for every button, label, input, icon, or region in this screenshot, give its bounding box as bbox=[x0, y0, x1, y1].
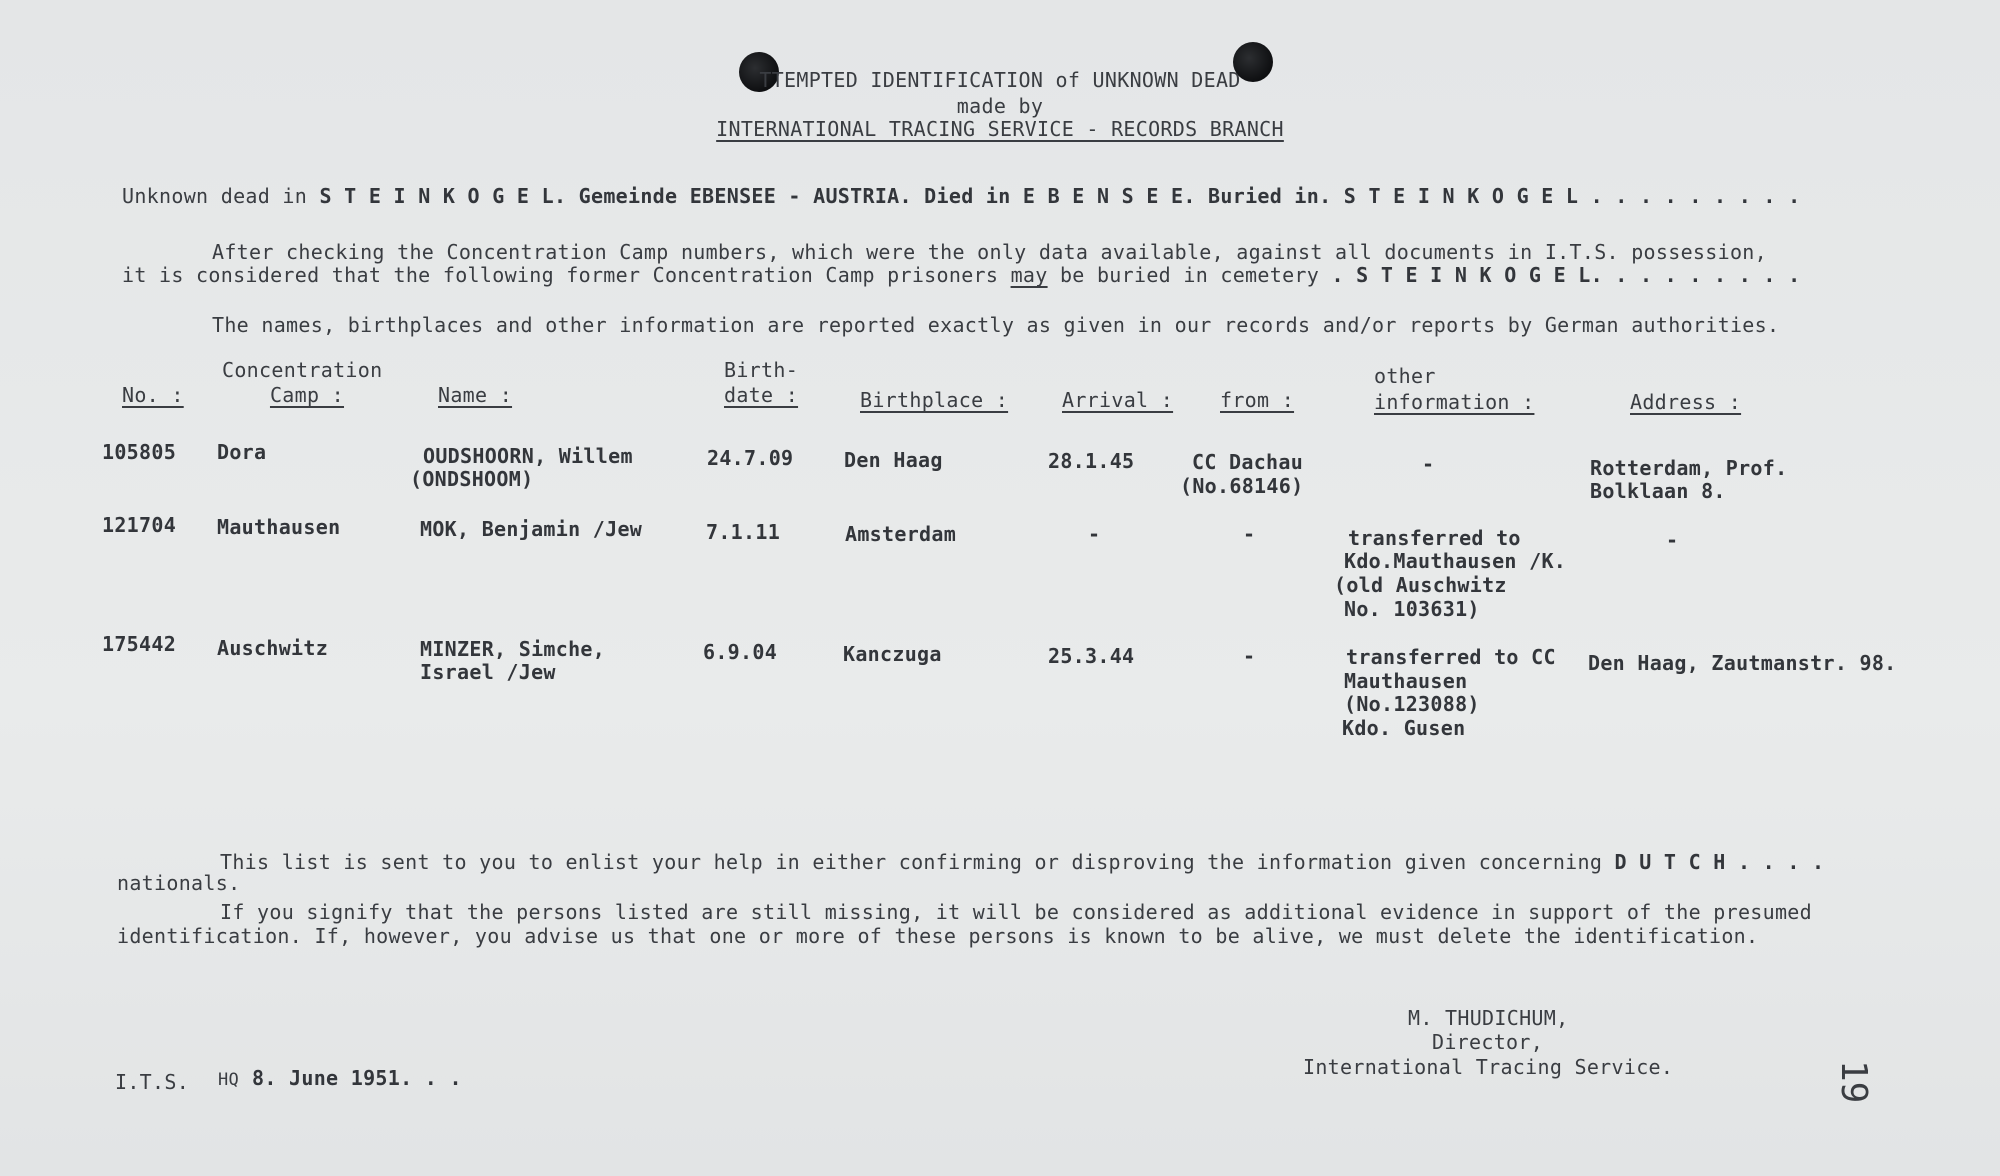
header-camp-top: Concentration bbox=[222, 358, 383, 382]
hq-label: HQ bbox=[218, 1070, 240, 1090]
intro-paragraph-line1: After checking the Concentration Camp numbers, which were the only data available, against all documents in I.T.S. possession, bbox=[212, 240, 1767, 264]
row-birthplace: Amsterdam bbox=[845, 522, 957, 546]
row-other: transferred to CC bbox=[1346, 645, 1556, 669]
nationality: D U T C H bbox=[1614, 850, 1726, 874]
row-name-alt: (ONDSHOOM) bbox=[410, 467, 534, 491]
unknown-dead-line bbox=[122, 184, 1800, 208]
row-arrival: - bbox=[1088, 522, 1101, 546]
row-other-line4: Kdo. Gusen bbox=[1342, 716, 1466, 740]
row-other-line3: (No.123088) bbox=[1344, 692, 1480, 716]
may-underlined: may bbox=[1010, 263, 1048, 287]
signature-name: M. THUDICHUM, bbox=[1408, 1006, 1569, 1030]
row-name: MINZER, Simche, bbox=[420, 637, 606, 661]
its-label: I.T.S. bbox=[115, 1070, 190, 1094]
issuing-office: INTERNATIONAL TRACING SERVICE - RECORDS BRANCH bbox=[716, 117, 1284, 141]
buried-label: . Buried in. bbox=[1183, 184, 1332, 208]
header-camp-bottom: Camp : bbox=[269, 383, 345, 407]
row-number: 105805 bbox=[102, 440, 177, 464]
document-title: TTEMPTED IDENTIFICATION of UNKNOWN DEAD bbox=[759, 68, 1241, 92]
header-no: No. : bbox=[122, 383, 184, 407]
place-found: S T E I N K O G E L bbox=[319, 184, 554, 208]
row-birthplace: Den Haag bbox=[844, 448, 943, 472]
row-birthdate: 6.9.04 bbox=[703, 640, 778, 664]
header-arrival: Arrival : bbox=[1062, 388, 1174, 412]
document-date: 8. June 1951. . . bbox=[252, 1066, 462, 1090]
row-birthdate: 7.1.11 bbox=[706, 520, 781, 544]
row-from: CC Dachau bbox=[1192, 450, 1304, 474]
request-paragraph-line2: nationals. bbox=[117, 871, 241, 895]
row-other: - bbox=[1422, 452, 1435, 476]
row-birthdate: 24.7.09 bbox=[707, 446, 794, 470]
row-from: - bbox=[1243, 644, 1256, 668]
row-camp: Mauthausen bbox=[217, 515, 341, 539]
intro-paragraph-text: it is considered that the following former Concentration Camp prisoners bbox=[122, 263, 999, 287]
unknown-dead-prefix: Unknown dead in bbox=[122, 184, 308, 208]
row-other-line2: Mauthausen bbox=[1344, 669, 1468, 693]
request-paragraph-line1 bbox=[220, 850, 1824, 874]
header-birthplace: Birthplace : bbox=[860, 388, 1009, 412]
header-address: Address : bbox=[1630, 390, 1742, 414]
page-number: 19 bbox=[1833, 1060, 1874, 1104]
row-camp: Auschwitz bbox=[217, 636, 329, 660]
missing-paragraph-line2: identification. If, however, you advise us that one or more of these persons is known to be alive, we must delete the identification. bbox=[117, 924, 1759, 948]
row-address: Den Haag, Zautmanstr. 98. bbox=[1588, 651, 1897, 675]
reporting-note: The names, birthplaces and other information are reported exactly as given in our records and/or reports by German authorities. bbox=[212, 313, 1780, 337]
row-from: - bbox=[1243, 522, 1256, 546]
place-died: E B E N S E E bbox=[1022, 184, 1184, 208]
header-name: Name : bbox=[438, 383, 513, 407]
cemetery-name: . S T E I N K O G E L bbox=[1331, 263, 1591, 287]
missing-paragraph-line1: If you signify that the persons listed are still missing, it will be considered as additional evidence in support of the presumed bbox=[220, 900, 1812, 924]
row-arrival: 25.3.44 bbox=[1048, 644, 1135, 668]
cemetery-dots: . . . . . . . . . bbox=[1590, 263, 1801, 287]
nationality-dots: . . . . bbox=[1737, 850, 1825, 874]
gemeinde-text: . Gemeinde EBENSEE - AUSTRIA. Died in bbox=[553, 184, 1011, 208]
row-arrival: 28.1.45 bbox=[1048, 449, 1135, 473]
header-birth-top: Birth- bbox=[724, 358, 799, 382]
intro-paragraph-line2 bbox=[122, 263, 1800, 287]
row-other-line2: Kdo.Mauthausen /K. bbox=[1344, 549, 1567, 573]
row-other-line4: No. 103631) bbox=[1344, 597, 1480, 621]
row-name: OUDSHOORN, Willem bbox=[423, 444, 633, 468]
row-other: transferred to bbox=[1348, 526, 1521, 550]
place-buried: S T E I N K O G E L bbox=[1343, 184, 1579, 208]
header-other-top: other bbox=[1374, 364, 1436, 388]
header-from: from : bbox=[1220, 388, 1295, 412]
row-address-line2: Bolklaan 8. bbox=[1590, 479, 1726, 503]
request-text: This list is sent to you to enlist your help in either confirming or disproving the information given concerning bbox=[220, 850, 1603, 874]
signature-organization: International Tracing Service. bbox=[1303, 1055, 1674, 1079]
row-address: - bbox=[1666, 528, 1679, 552]
row-camp: Dora bbox=[217, 440, 267, 464]
row-birthplace: Kanczuga bbox=[843, 642, 942, 666]
intro-paragraph-cont: be buried in cemetery bbox=[1059, 263, 1320, 287]
row-number: 121704 bbox=[102, 513, 177, 537]
header-birth-bottom: date : bbox=[724, 383, 799, 407]
signature-title: Director, bbox=[1432, 1030, 1544, 1054]
row-number: 175442 bbox=[102, 632, 177, 656]
header-other-bottom: information : bbox=[1374, 390, 1535, 414]
title-made-by: made by bbox=[956, 94, 1044, 118]
row-other-line3: (old Auschwitz bbox=[1334, 573, 1507, 597]
row-address: Rotterdam, Prof. bbox=[1590, 456, 1788, 480]
row-name-line2: Israel /Jew bbox=[420, 660, 556, 684]
row-from-number: (No.68146) bbox=[1180, 474, 1304, 498]
fill-dots: . . . . . . . . . bbox=[1590, 184, 1801, 208]
row-name: MOK, Benjamin /Jew bbox=[420, 517, 643, 541]
